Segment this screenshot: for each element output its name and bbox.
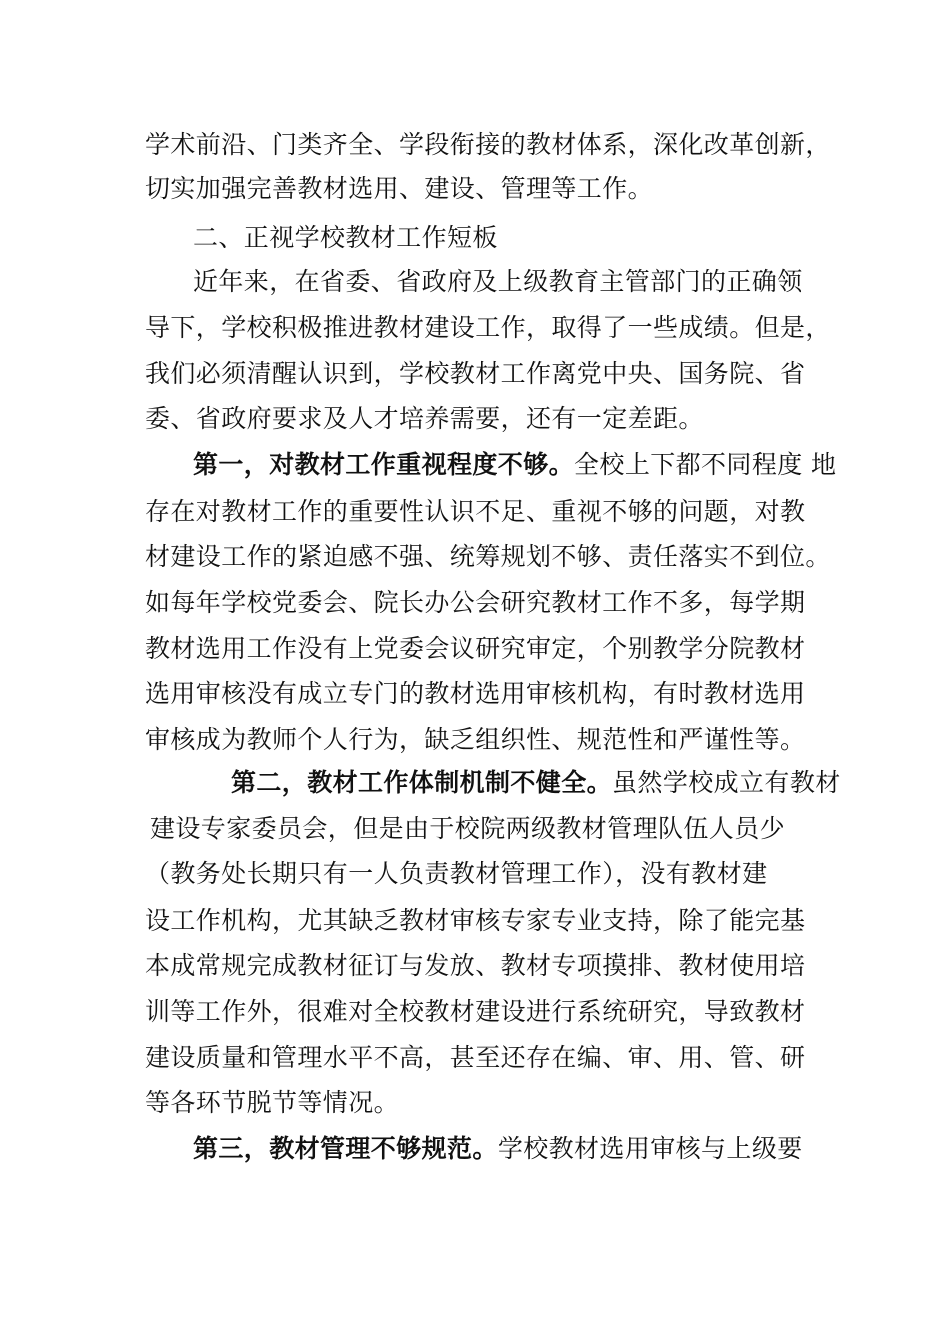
text-line: [145, 1087, 399, 1119]
line-text: 近年来，在省委、省政府及上级教育主管部门的正确领: [193, 267, 803, 296]
text-line: [193, 449, 836, 481]
text-line: [145, 724, 805, 756]
text-line: [145, 1042, 805, 1074]
line-text: 本成常规完成教材征订与发放、教材专项摸排、教材使用培: [145, 951, 806, 980]
text-line: [150, 813, 785, 845]
line-text: 材建设工作的紧迫感不强、统筹规划不够、责任落实不到位。: [145, 542, 831, 571]
line-text: 学校教材选用审核与上级要: [497, 1134, 803, 1163]
section-heading: [193, 222, 498, 254]
line-text: 存在对教材工作的重要性认识不足、重视不够的问题，对教: [145, 497, 806, 526]
section-heading-text: 二、正视学校教材工作短板: [193, 223, 498, 252]
text-line: [145, 950, 805, 982]
text-line: [145, 905, 805, 937]
text-line: [145, 633, 805, 665]
line-text: 导下，学校积极推进教材建设工作，取得了一些成绩。但是，: [145, 313, 831, 342]
line-text: 审核成为教师个人行为，缺乏组织性、规范性和严谨性等。: [145, 725, 806, 754]
text-line: [145, 358, 805, 390]
line-text: 我们必须清醒认识到，学校教材工作离党中央、国务院、省: [145, 359, 806, 388]
text-line: [145, 858, 768, 890]
line-text: 切实加强完善教材选用、建设、管理等工作。: [145, 174, 654, 203]
line-text: 学术前沿、门类齐全、学段衔接的教材体系，深化改革创新，: [145, 130, 831, 159]
line-text: 如每年学校党委会、院长办公会研究教材工作不多，每学期: [145, 588, 806, 617]
line-text: 设工作机构，尤其缺乏教材审核专家专业支持，除了能完基: [145, 906, 806, 935]
text-line: [145, 678, 805, 710]
text-line: [145, 587, 805, 619]
text-line: [193, 266, 803, 298]
line-text: 委、省政府要求及人才培养需要，还有一定差距。: [145, 404, 704, 433]
line-text: 教材选用工作没有上党委会议研究审定，个别教学分院教材: [145, 634, 806, 663]
line-text: 建设质量和管理水平不高，甚至还存在编、审、用、管、研: [145, 1043, 806, 1072]
text-line: [145, 541, 831, 573]
bold-lead: 第一，对教材工作重视程度不够。: [193, 450, 575, 479]
text-line: [193, 1133, 803, 1165]
text-line: [145, 312, 831, 344]
text-line: [145, 403, 704, 435]
bold-lead: 第三，教材管理不够规范。: [193, 1134, 498, 1163]
line-text: （教务处长期只有一人负责教材管理工作），没有教材建: [145, 859, 768, 888]
text-line: [145, 129, 831, 161]
text-line: [145, 173, 653, 205]
line-text: 全校上下都不同程度 地: [574, 450, 837, 479]
line-text: 等各环节脱节等情况。: [145, 1088, 400, 1117]
bold-lead: 第二，教材工作体制机制不健全。: [231, 768, 613, 797]
line-text: 选用审核没有成立专门的教材选用审核机构，有时教材选用: [145, 679, 806, 708]
text-line: [145, 996, 805, 1028]
line-text: 训等工作外，很难对全校教材建设进行系统研究，导致教材: [145, 997, 806, 1026]
line-text: 建设专家委员会，但是由于校院两级教材管理队伍人员少: [150, 814, 786, 843]
text-line: [231, 767, 841, 799]
line-text: 虽然学校成立有教材: [612, 768, 841, 797]
text-line: [145, 496, 805, 528]
